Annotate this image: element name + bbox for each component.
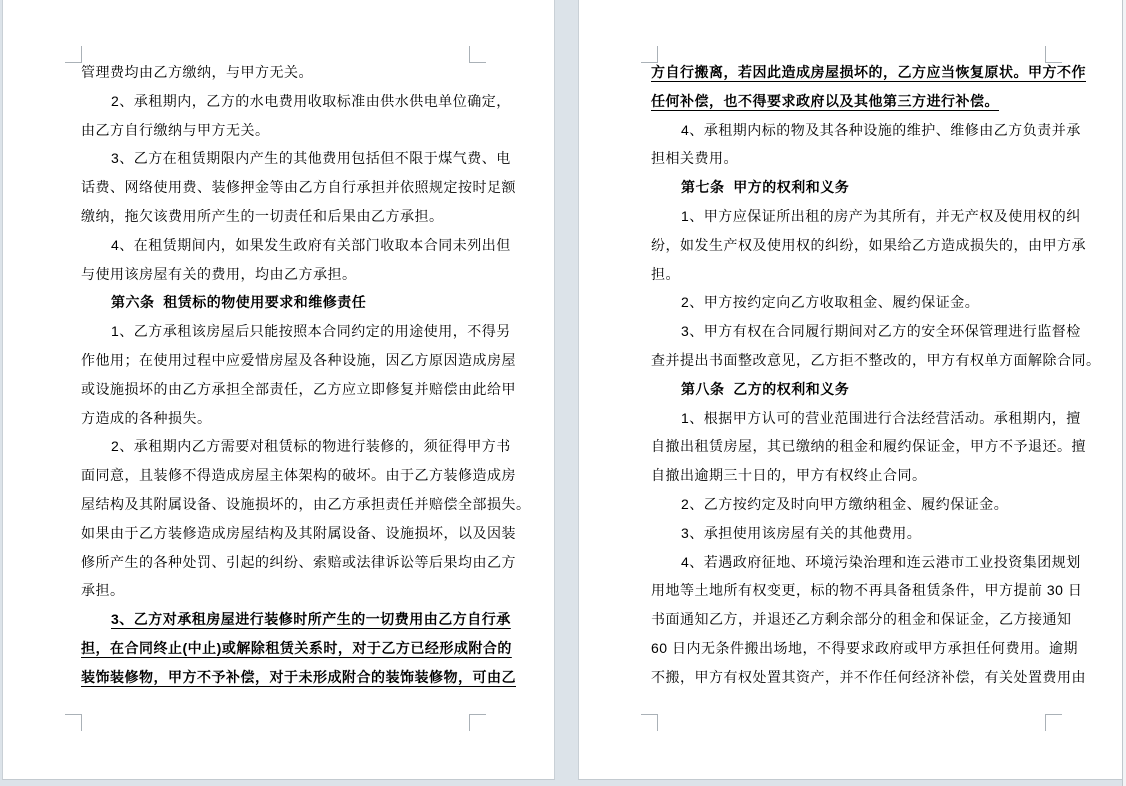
text-line[interactable]: 查并提出书面整改意见，乙方拒不整改的，甲方有权单方面解除合同。 xyxy=(651,351,1101,368)
text-line[interactable]: 60 日内无条件搬出场地，不得要求政府或甲方承担任何费用。逾期 xyxy=(651,639,1078,656)
crop-mark-top-left-icon xyxy=(65,46,82,63)
text-line[interactable]: 纷，如发生产权及使用权的纠纷，如果给乙方造成损失的，由甲方承 xyxy=(651,236,1086,253)
text-line[interactable]: 或设施损坏的由乙方承担全部责任，乙方应立即修复并赔偿由此给甲 xyxy=(81,380,516,397)
text-line[interactable]: 管理费均由乙方缴纳，与甲方无关。 xyxy=(81,64,313,80)
document-page-right[interactable] xyxy=(578,0,1123,780)
window-right-border xyxy=(1122,0,1126,786)
text-line[interactable]: 担，在合同终止(中止)或解除租赁关系时，对于乙方已经形成附合的 xyxy=(81,639,512,656)
text-line[interactable]: 第七条 甲方的权利和义务 xyxy=(681,179,850,196)
text-line[interactable]: 4、若遇政府征地、环境污染治理和连云港市工业投资集团规划 xyxy=(681,553,1081,570)
text-line[interactable]: 话费、网络使用费、装修押金等由乙方自行承担并依照规定按时足额 xyxy=(81,179,516,196)
text-line[interactable]: 方自行搬离，若因此造成房屋损坏的，乙方应当恢复原状。甲方不作 xyxy=(651,64,1086,80)
text-line[interactable]: 2、承租期内，乙方的水电费用收取标准由供水供电单位确定， xyxy=(111,92,511,109)
text-line[interactable]: 缴纳，拖欠该费用所产生的一切责任和后果由乙方承担。 xyxy=(81,207,444,224)
text-line[interactable]: 4、在租赁期间内，如果发生政府有关部门收取本合同未列出但 xyxy=(111,236,511,253)
text-line[interactable]: 3、乙方在租赁期限内产生的其他费用包括但不限于煤气费、电 xyxy=(111,150,511,167)
text-line[interactable]: 自撤出逾期三十日的，甲方有权终止合同。 xyxy=(651,467,927,484)
text-line[interactable]: 3、甲方有权在合同履行期间对乙方的安全环保管理进行监督检 xyxy=(681,323,1081,340)
text-line[interactable]: 3、承担使用该房屋有关的其他费用。 xyxy=(681,524,922,541)
page-text-block xyxy=(81,58,531,692)
text-line[interactable]: 与使用该房屋有关的费用，均由乙方承担。 xyxy=(81,265,357,282)
text-line[interactable]: 不搬，甲方有权处置其资产，并不作任何经济补偿，有关处置费用由 xyxy=(651,668,1086,685)
text-line[interactable]: 2、乙方按约定及时向甲方缴纳租金、履约保证金。 xyxy=(681,495,1009,512)
page-text-block xyxy=(651,58,1101,692)
text-line[interactable]: 2、承租期内乙方需要对租赁标的物进行装修的，须征得甲方书 xyxy=(111,438,511,455)
text-line[interactable]: 由乙方自行缴纳与甲方无关。 xyxy=(81,121,270,138)
text-line[interactable]: 面同意，且装修不得造成房屋主体架构的破坏。由于乙方装修造成房 xyxy=(81,467,516,484)
text-line[interactable]: 装饰装修物，甲方不予补偿，对于未形成附合的装饰装修物，可由乙 xyxy=(81,668,516,685)
text-line[interactable]: 如果由于乙方装修造成房屋结构及其附属设备、设施损坏，以及因装 xyxy=(81,524,516,541)
text-line[interactable]: 第八条 乙方的权利和义务 xyxy=(681,380,850,397)
text-line[interactable]: 书面通知乙方，并退还乙方剩余部分的租金和保证金，乙方接通知 xyxy=(651,611,1072,628)
text-line[interactable]: 任何补偿，也不得要求政府以及其他第三方进行补偿。 xyxy=(651,92,999,109)
text-line[interactable]: 3、乙方对承租房屋进行装修时所产生的一切费用由乙方自行承 xyxy=(111,611,511,628)
crop-mark-bottom-left-icon xyxy=(65,714,82,731)
text-line[interactable]: 屋结构及其附属设备、设施损坏的，由乙方承担责任并赔偿全部损失。 xyxy=(81,495,531,512)
text-line[interactable]: 担相关费用。 xyxy=(651,150,738,167)
text-line[interactable]: 作他用；在使用过程中应爱惜房屋及各种设施，因乙方原因造成房屋 xyxy=(81,351,516,368)
crop-mark-bottom-right-icon xyxy=(469,714,486,731)
text-line[interactable]: 4、承租期内标的物及其各种设施的维护、维修由乙方负责并承 xyxy=(681,121,1081,138)
crop-mark-bottom-left-icon xyxy=(641,714,658,731)
crop-mark-bottom-right-icon xyxy=(1045,714,1062,731)
text-line[interactable]: 用地等土地所有权变更，标的物不再具备租赁条件，甲方提前 30 日 xyxy=(651,582,1083,599)
text-line[interactable]: 1、甲方应保证所出租的房产为其所有，并无产权及使用权的纠 xyxy=(681,207,1081,224)
text-line[interactable]: 2、甲方按约定向乙方收取租金、履约保证金。 xyxy=(681,294,980,311)
text-line[interactable]: 1、根据甲方认可的营业范围进行合法经营活动。承租期内，擅 xyxy=(681,409,1081,426)
document-page-left[interactable] xyxy=(2,0,555,780)
text-line[interactable]: 担。 xyxy=(651,265,680,282)
text-line[interactable]: 第六条 租赁标的物使用要求和维修责任 xyxy=(111,294,367,311)
text-line[interactable]: 自撤出租赁房屋，其已缴纳的租金和履约保证金，甲方不予退还。擅 xyxy=(651,438,1086,455)
text-line[interactable]: 修所产生的各种处罚、引起的纠纷、索赔或法律诉讼等后果均由乙方 xyxy=(81,553,516,570)
text-line[interactable]: 方造成的各种损失。 xyxy=(81,409,212,426)
text-line[interactable]: 承担。 xyxy=(81,582,125,599)
text-line[interactable]: 1、乙方承租该房屋后只能按照本合同约定的用途使用，不得另 xyxy=(111,323,511,340)
